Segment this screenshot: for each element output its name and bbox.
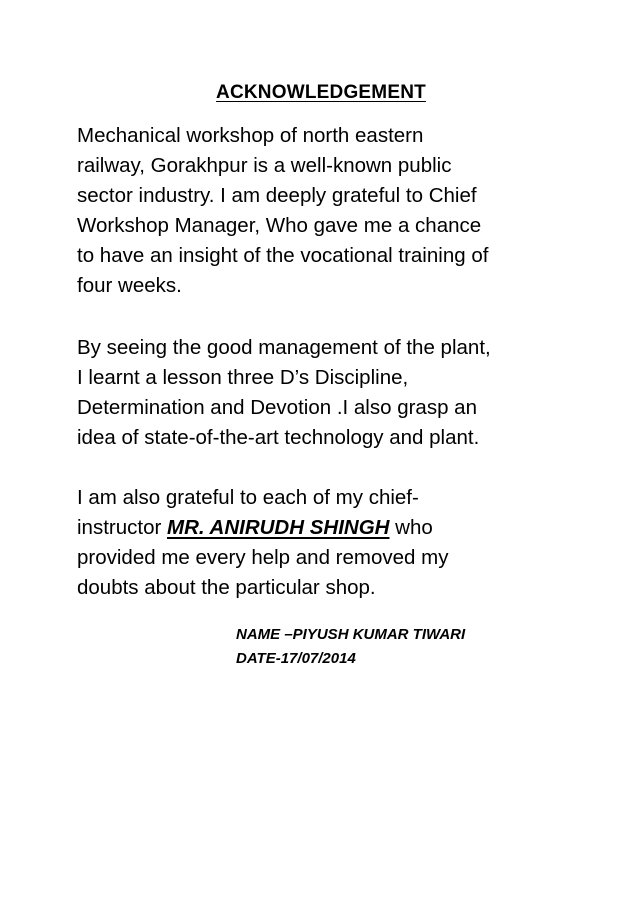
signoff-date: DATE-17/07/2014 [236,650,356,667]
paragraph-line: four weeks. [77,274,182,297]
signoff-name: NAME –PIYUSH KUMAR TIWARI [236,626,466,643]
title-text: ACKNOWLEDGEMENT [216,82,426,103]
paragraph-line [77,513,577,543]
paragraph-line: doubts about the particular shop. [77,576,376,599]
instructor-prefix: instructor [77,516,167,539]
paragraph-line: provided me every help and removed my [77,546,449,569]
paragraph-line: sector industry. I am deeply grateful to Chief [77,184,477,207]
instructor-name: MR. ANIRUDH SHINGH [167,516,390,539]
paragraph-gratitude [77,483,577,603]
paragraph-line: idea of state-of-the-art technology and plant. [77,426,480,449]
paragraph-line: Mechanical workshop of north eastern [77,124,424,147]
paragraph-line: railway, Gorakhpur is a well-known public [77,154,452,177]
paragraph-lessons [77,333,577,453]
paragraph-line: I am also grateful to each of my chief- [77,486,419,509]
paragraph-line: Workshop Manager, Who gave me a chance [77,214,482,237]
paragraph-line: I learnt a lesson three D’s Discipline, [77,366,409,389]
paragraph-line: Determination and Devotion .I also grasp an [77,396,477,419]
paragraph-line: to have an insight of the vocational training of [77,244,489,267]
paragraph-line: By seeing the good management of the plant, [77,336,491,359]
page-title [0,82,638,104]
paragraph-intro [77,121,577,301]
instructor-suffix: who [389,516,433,539]
